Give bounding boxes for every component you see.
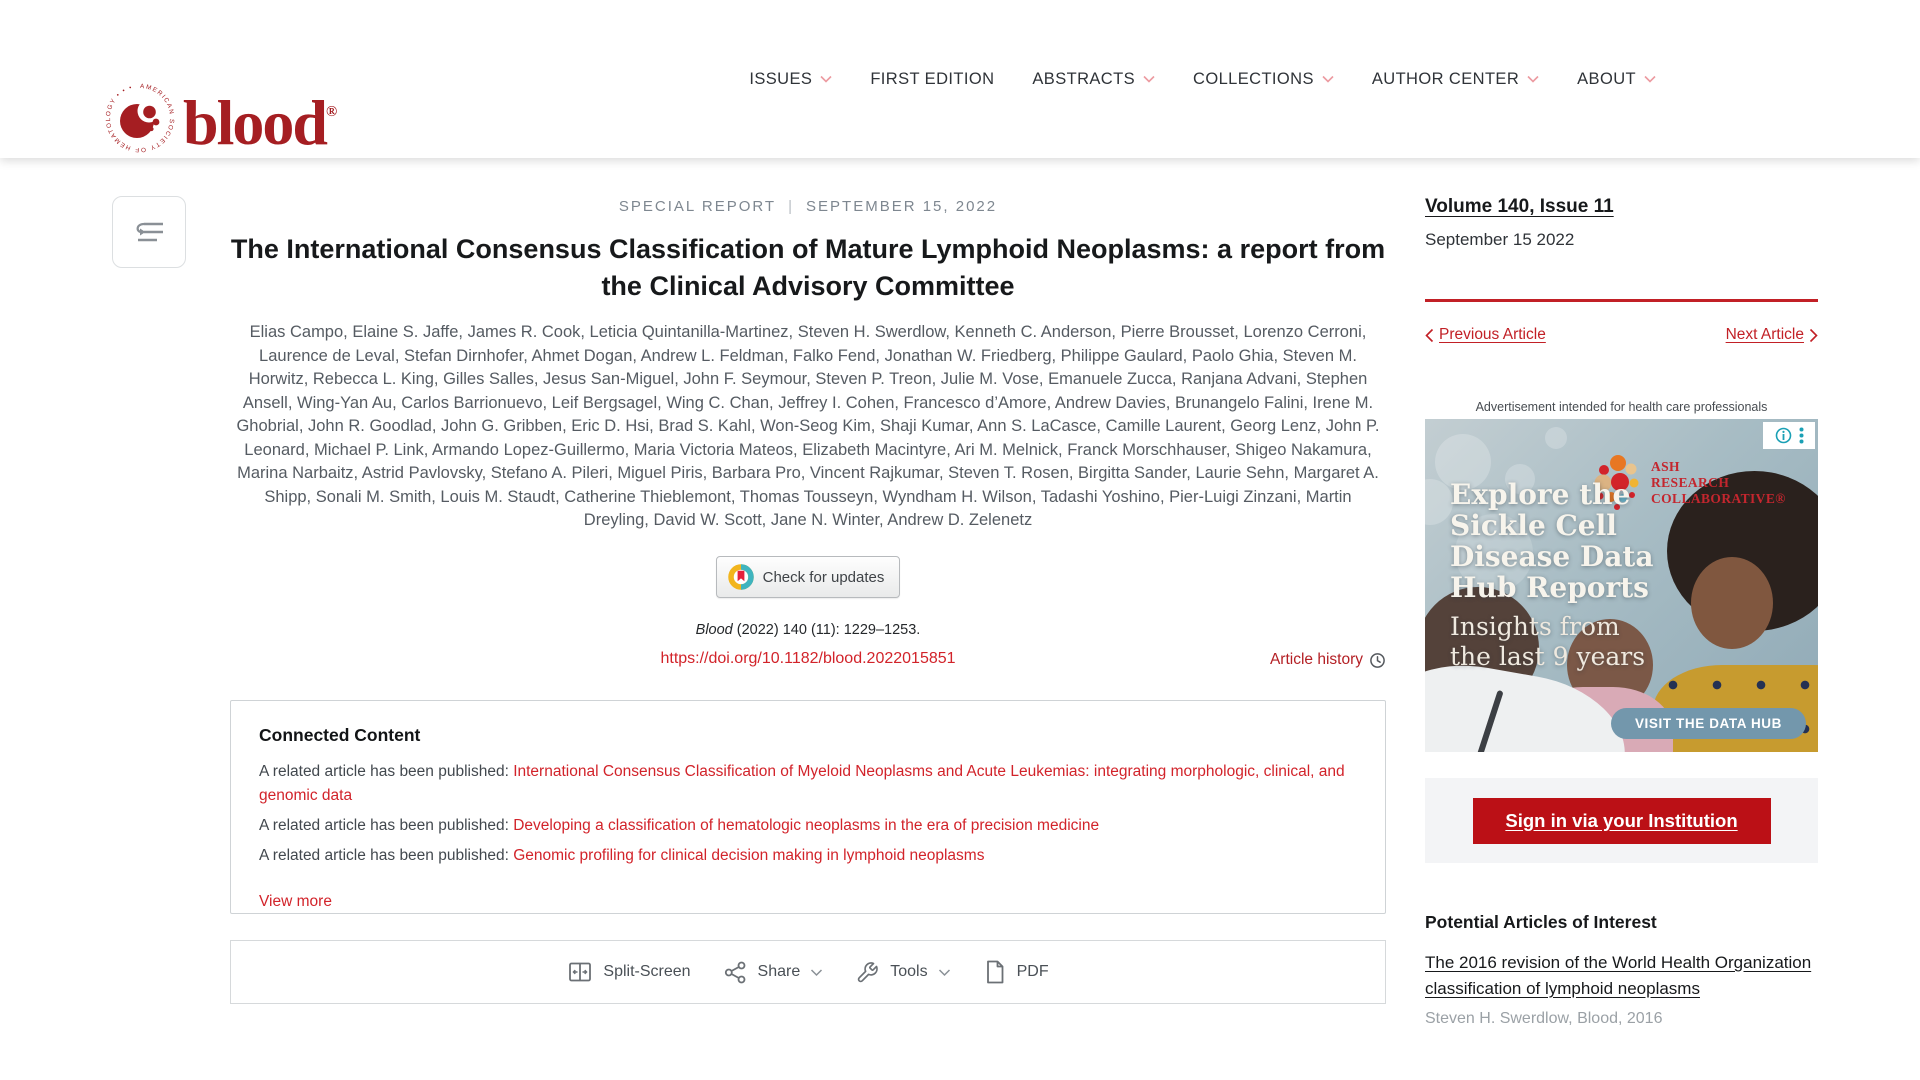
pdf-button[interactable]: PDF	[983, 959, 1049, 985]
chevron-right-icon	[1809, 328, 1818, 343]
pdf-file-icon	[983, 959, 1007, 985]
tools-button[interactable]: Tools	[855, 960, 950, 985]
advertisement-banner[interactable]	[1425, 419, 1818, 752]
nav-item-about[interactable]: ABOUT	[1577, 70, 1656, 89]
sidebar-divider	[1425, 299, 1818, 302]
svg-text:AMERICAN SOCIETY OF HEMATOLOGY: AMERICAN SOCIETY OF HEMATOLOGY • • •	[104, 82, 176, 154]
citation-details: (2022) 140 (11): 1229–1253.	[732, 622, 921, 638]
nav-item-abstracts[interactable]: ABSTRACTS	[1032, 70, 1155, 89]
related-article-link[interactable]: International Consensus Classification of Myeloid Neoplasms and Acute Leukemias: integrating morphologic, clinical, and genomic data	[259, 763, 1345, 804]
article-outline-button[interactable]	[112, 196, 186, 268]
nav-item-author-center[interactable]: AUTHOR CENTER	[1372, 70, 1539, 89]
connected-content-heading: Connected Content	[259, 725, 421, 745]
arc-logo-text: ASH RESEARCH COLLABORATIVE®	[1651, 459, 1786, 506]
ad-subheadline: Insights from the last 9 years	[1450, 612, 1646, 671]
view-more-link[interactable]: View more	[259, 893, 332, 910]
connected-content-box	[230, 700, 1386, 914]
issue-link[interactable]: Volume 140, Issue 11	[1425, 196, 1614, 217]
check-updates-label: Check for updates	[762, 568, 885, 586]
sign-in-institution-button[interactable]: Sign in via your Institution	[1473, 798, 1771, 844]
chevron-down-icon	[1527, 75, 1539, 83]
article-type: SPECIAL REPORT	[618, 198, 777, 215]
share-button[interactable]: Share	[723, 960, 824, 985]
check-for-updates-button[interactable]	[716, 556, 901, 598]
ad-headline: Explore the Sickle Cell Disease Data Hub Reports	[1450, 478, 1654, 604]
chevron-down-icon	[938, 968, 951, 977]
eyebrow-separator: |	[788, 198, 795, 215]
next-article-link[interactable]: Next Article	[1726, 326, 1818, 344]
outline-list-icon	[131, 217, 167, 247]
registered-mark: ®	[325, 104, 338, 120]
ad-controls	[1763, 422, 1815, 449]
article-title: The International Consensus Classification of Mature Lymphoid Neoplasms: a report from the Clinical Advisory Committee	[230, 234, 1386, 301]
ad-cta-button[interactable]: VISIT THE DATA HUB	[1611, 708, 1806, 739]
related-article-link[interactable]: Genomic profiling for clinical decision making in lymphoid neoplasms	[513, 847, 985, 864]
nav-item-first-edition[interactable]: FIRST EDITION	[870, 69, 995, 88]
history-clock-icon	[1369, 652, 1386, 669]
chevron-down-icon	[1644, 75, 1656, 83]
crossmark-icon	[728, 564, 754, 590]
brand-wordmark: blood®	[183, 87, 338, 158]
previous-article-link[interactable]: Previous Article	[1425, 326, 1546, 344]
wrench-icon	[855, 960, 880, 985]
chevron-down-icon	[810, 968, 823, 977]
share-icon	[723, 960, 748, 985]
doi-row	[230, 650, 1386, 668]
author-list[interactable]: Elias Campo, Elaine S. Jaffe, James R. Cook, Leticia Quintanilla-Martinez, Steven H. Swerdlow, Kenneth C. Anderson, Pierre Brousset, Lorenzo Cerroni, Laurence de Leval, Stefan Dirnhofer, Ahmet Dogan, Andrew L. Feldman, Falko Fend, Jonathan W. Friedberg, Philippe Gaulard, Paolo Ghia, Steven M. Horwitz, Rebecca L. King, Gilles Salles, Jesus San-Miguel, John F. Seymour, Steven P. Treon, Julie M. Vose, Emanuele Zucca, Ranjana Advani, Stephen Ansell, Wing-Yan Au, Carlos Barrionuevo, Leif Bergsagel, Wing C. Chan, Jeffrey I. Cohen, Francesco d’Amore, Andrew Davies, Brunangelo Falini, Irene M. Ghobrial, John R. Goodlad, John G. Gribben, Eric D. Hsi, Brad S. Kahl, Won-Seog Kim, Shaji Kumar, Ann S. LaCasce, Camille Laurent, Georg Lenz, John P. Leonard, Michael P. Link, Armando Lopez-Guillermo, Maria Victoria Mateos, Elizabeth Macintyre, Ari M. Melnick, Franck Morschhauser, Shigeo Nakamura, Marina Narbaitz, Astrid Pavlovsky, Stefano A. Pileri, Miguel Piris, Barbara Pro, Vincent Rajkumar, Steven T. Rosen, Birgitta Sander, Laurie Sehn, Margaret A. Shipp, Sonali M. Smith, Louis M. Staudt, Catherine Thieblemont, Thomas Tousseyn, Wyndham H. Wilson, Tadashi Yoshino, Pier-Luigi Zinzani, Martin Dreyling, David W. Scott, Jane N. Winter, Andrew D. Zelenetz	[236, 323, 1380, 529]
check-updates-row	[230, 556, 1386, 598]
potential-article-link[interactable]: The 2016 revision of the World Health Organization classification of lymphoid neoplasms	[1425, 953, 1812, 998]
main-nav	[749, 0, 1656, 158]
potential-article-meta: Steven H. Swerdlow, Blood, 2016	[1425, 1010, 1663, 1027]
article-history-link[interactable]: Article history	[1270, 651, 1386, 669]
advertisement-disclaimer: Advertisement intended for health care professionals	[1475, 400, 1768, 414]
sign-in-panel	[1425, 778, 1818, 863]
site-header	[0, 0, 1920, 158]
blood-logo[interactable]	[103, 80, 337, 156]
nav-item-collections[interactable]: COLLECTIONS	[1193, 70, 1334, 89]
split-screen-icon	[567, 959, 593, 985]
article-toolbar	[230, 940, 1386, 1004]
issue-date: September 15 2022	[1425, 230, 1575, 249]
split-screen-button[interactable]: Split-Screen	[567, 959, 690, 985]
related-article-link[interactable]: Developing a classification of hematologic neoplasms in the era of precision medicine	[513, 817, 1100, 834]
related-article-item: A related article has been published: Genomic profiling for clinical decision making in lymphoid neoplasms	[259, 847, 985, 864]
chevron-down-icon	[820, 75, 832, 83]
chevron-left-icon	[1425, 328, 1434, 343]
journal-name: Blood	[695, 622, 733, 638]
article-header	[230, 198, 1386, 533]
article-eyebrow	[230, 198, 1386, 215]
potential-articles-heading: Potential Articles of Interest	[1425, 912, 1657, 932]
related-article-item: A related article has been published: International Consensus Classification of Myeloid Neoplasms and Acute Leukemias: integrating morphologic, clinical, and genomic data	[259, 763, 1345, 804]
citation-line	[230, 622, 1386, 638]
doi-link[interactable]: https://doi.org/10.1182/blood.2022015851	[660, 650, 956, 667]
related-article-item: A related article has been published: Developing a classification of hematologic neoplasms in the era of precision medicine	[259, 817, 1100, 834]
ad-menu-icon[interactable]	[1799, 427, 1804, 444]
ad-info-icon[interactable]	[1775, 427, 1792, 444]
chevron-down-icon	[1322, 75, 1334, 83]
chevron-down-icon	[1143, 75, 1155, 83]
article-date: SEPTEMBER 15, 2022	[806, 198, 998, 215]
ash-society-logo-icon	[103, 80, 177, 156]
article-pager	[1425, 326, 1818, 344]
nav-item-issues[interactable]: ISSUES	[749, 70, 832, 89]
